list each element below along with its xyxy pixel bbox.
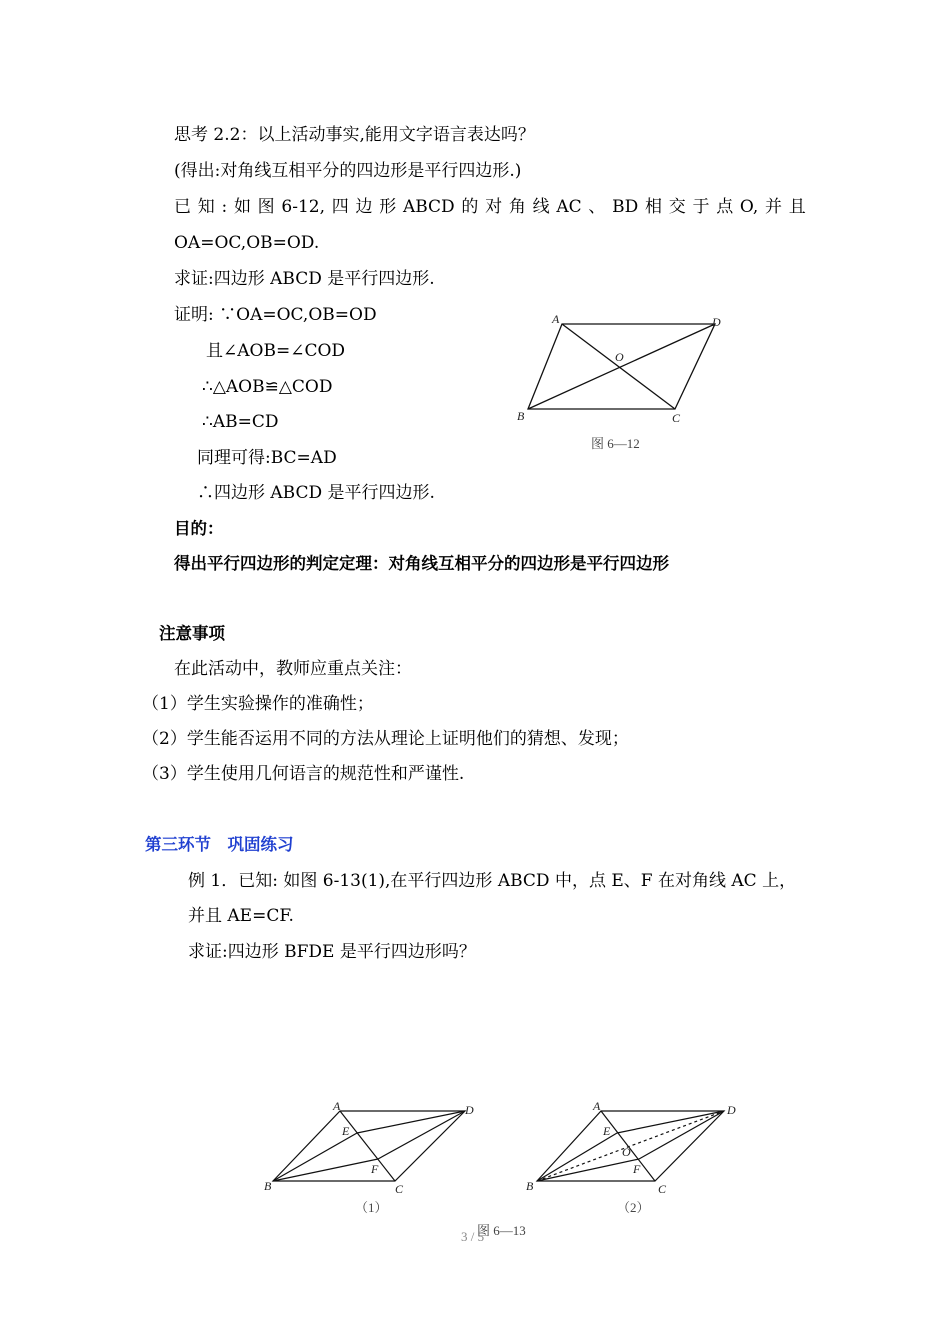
fig1-label-c: C — [395, 1182, 404, 1196]
fig1-segment-bf — [273, 1159, 378, 1181]
conclusion-text: (得出:对角线互相平分的四边形是平行四边形.) — [174, 161, 522, 181]
label-c: C — [672, 411, 681, 425]
given-token: 交 — [668, 197, 686, 217]
given-token: 图 — [257, 197, 275, 217]
fig2-label-c: C — [658, 1182, 667, 1196]
caption-6-12: 图 6—12 — [591, 436, 640, 451]
label-a: A — [552, 312, 560, 326]
given-token: 且 — [788, 197, 806, 217]
label-o: O — [615, 350, 624, 364]
fig1-diagonal-ac — [340, 1111, 395, 1181]
note-item-3: （3）学生使用几何语言的规范性和严谨性. — [142, 764, 465, 784]
purpose-text: 得出平行四边形的判定定理：对角线互相平分的四边形是平行四边形 — [174, 554, 669, 573]
figure-6-12 — [505, 305, 745, 465]
given-token: O, — [739, 197, 759, 217]
fig2-label-a: A — [593, 1099, 601, 1113]
fig1-label-f: F — [371, 1162, 379, 1176]
diagonal-bd — [528, 324, 715, 409]
fig1-label-a: A — [333, 1099, 341, 1113]
given-token: 相 — [644, 197, 662, 217]
example-1-line-2: 并且 AE=CF. — [188, 906, 294, 926]
fig2-segment-fd — [639, 1111, 724, 1159]
proof-line-1: 证明: ∵OA=OC,OB=OD — [174, 305, 377, 325]
fig2-label-o: O — [622, 1145, 631, 1159]
given-token: 于 — [692, 197, 710, 217]
proof-line-4: ∴AB=CD — [202, 412, 279, 432]
given-token: 已 — [174, 197, 191, 217]
notes-intro: 在此活动中，教师应重点关注： — [174, 659, 412, 679]
fig2-label-b: B — [526, 1179, 534, 1193]
fig1-segment-ed — [357, 1111, 465, 1133]
note-item-1: （1）学生实验操作的准确性； — [142, 694, 374, 714]
fig1-label-d: D — [465, 1103, 474, 1117]
given-token: 对 — [485, 197, 503, 217]
proof-line-3: ∴△AOB≌△COD — [202, 377, 333, 397]
given-token: ABCD — [402, 197, 455, 217]
figure-6-13 — [255, 1095, 785, 1245]
page-number-fragment: 3 / 5 — [461, 1229, 485, 1244]
proof-line-2: 且∠AOB=∠COD — [206, 341, 346, 361]
example-1-question: 求证:四边形 BFDE 是平行四边形吗？ — [188, 942, 476, 962]
given-token: 、 — [588, 197, 606, 217]
purpose-label: 目的： — [174, 519, 224, 538]
given-token: 知 — [197, 197, 215, 217]
fig2-label-f: F — [633, 1162, 641, 1176]
fig2-label-e: E — [603, 1124, 611, 1138]
example-1-line-1: 例 1．已知: 如图 6-13(1),在平行四边形 ABCD 中，点 E、F 在对角线 AC 上， — [188, 871, 797, 891]
given-token: 点 — [716, 197, 734, 217]
proof-line-5: 同理可得:BC=AD — [197, 448, 337, 468]
given-token: AC — [556, 197, 582, 217]
given-token: 四 — [331, 197, 349, 217]
caption-6-13: 图 6—13 — [477, 1223, 526, 1238]
fig2-segment-be — [537, 1133, 617, 1181]
diagonal-ac — [562, 324, 675, 409]
prove-statement: 求证:四边形 ABCD 是平行四边形. — [174, 269, 435, 289]
given-token: 6-12, — [281, 197, 326, 217]
given-token: 线 — [532, 197, 550, 217]
fig1-label-b: B — [264, 1179, 272, 1193]
label-b: B — [517, 409, 525, 423]
given-token: 角 — [508, 197, 526, 217]
given-token: BD — [612, 197, 639, 217]
notes-title: 注意事项 — [159, 624, 225, 643]
given-token: 的 — [461, 197, 479, 217]
given-line-2: OA=OC,OB=OD. — [174, 233, 320, 253]
fig1-segment-be — [273, 1133, 357, 1181]
fig1-parallelogram — [273, 1111, 465, 1181]
think-question: 思考 2.2：以上活动事实,能用文字语言表达吗？ — [174, 125, 535, 145]
sub-caption-2: （2） — [617, 1200, 650, 1215]
given-token: : — [221, 197, 228, 217]
fig1-segment-fd — [378, 1111, 465, 1159]
sub-caption-1: （1） — [355, 1200, 388, 1215]
fig2-segment-ed — [617, 1111, 724, 1133]
note-item-2: （2）学生能否运用不同的方法从理论上证明他们的猜想、发现； — [142, 729, 629, 749]
given-line-1 — [174, 196, 806, 218]
given-token: 如 — [233, 197, 251, 217]
section-3-title: 第三环节 巩固练习 — [145, 835, 294, 854]
proof-line-6: ∴四边形 ABCD 是平行四边形. — [197, 483, 435, 503]
fig2-label-d: D — [727, 1103, 736, 1117]
given-token: 形 — [379, 197, 397, 217]
label-d: D — [712, 315, 721, 329]
fig1-label-e: E — [342, 1124, 350, 1138]
given-token: 边 — [355, 197, 373, 217]
given-token: 并 — [765, 197, 783, 217]
